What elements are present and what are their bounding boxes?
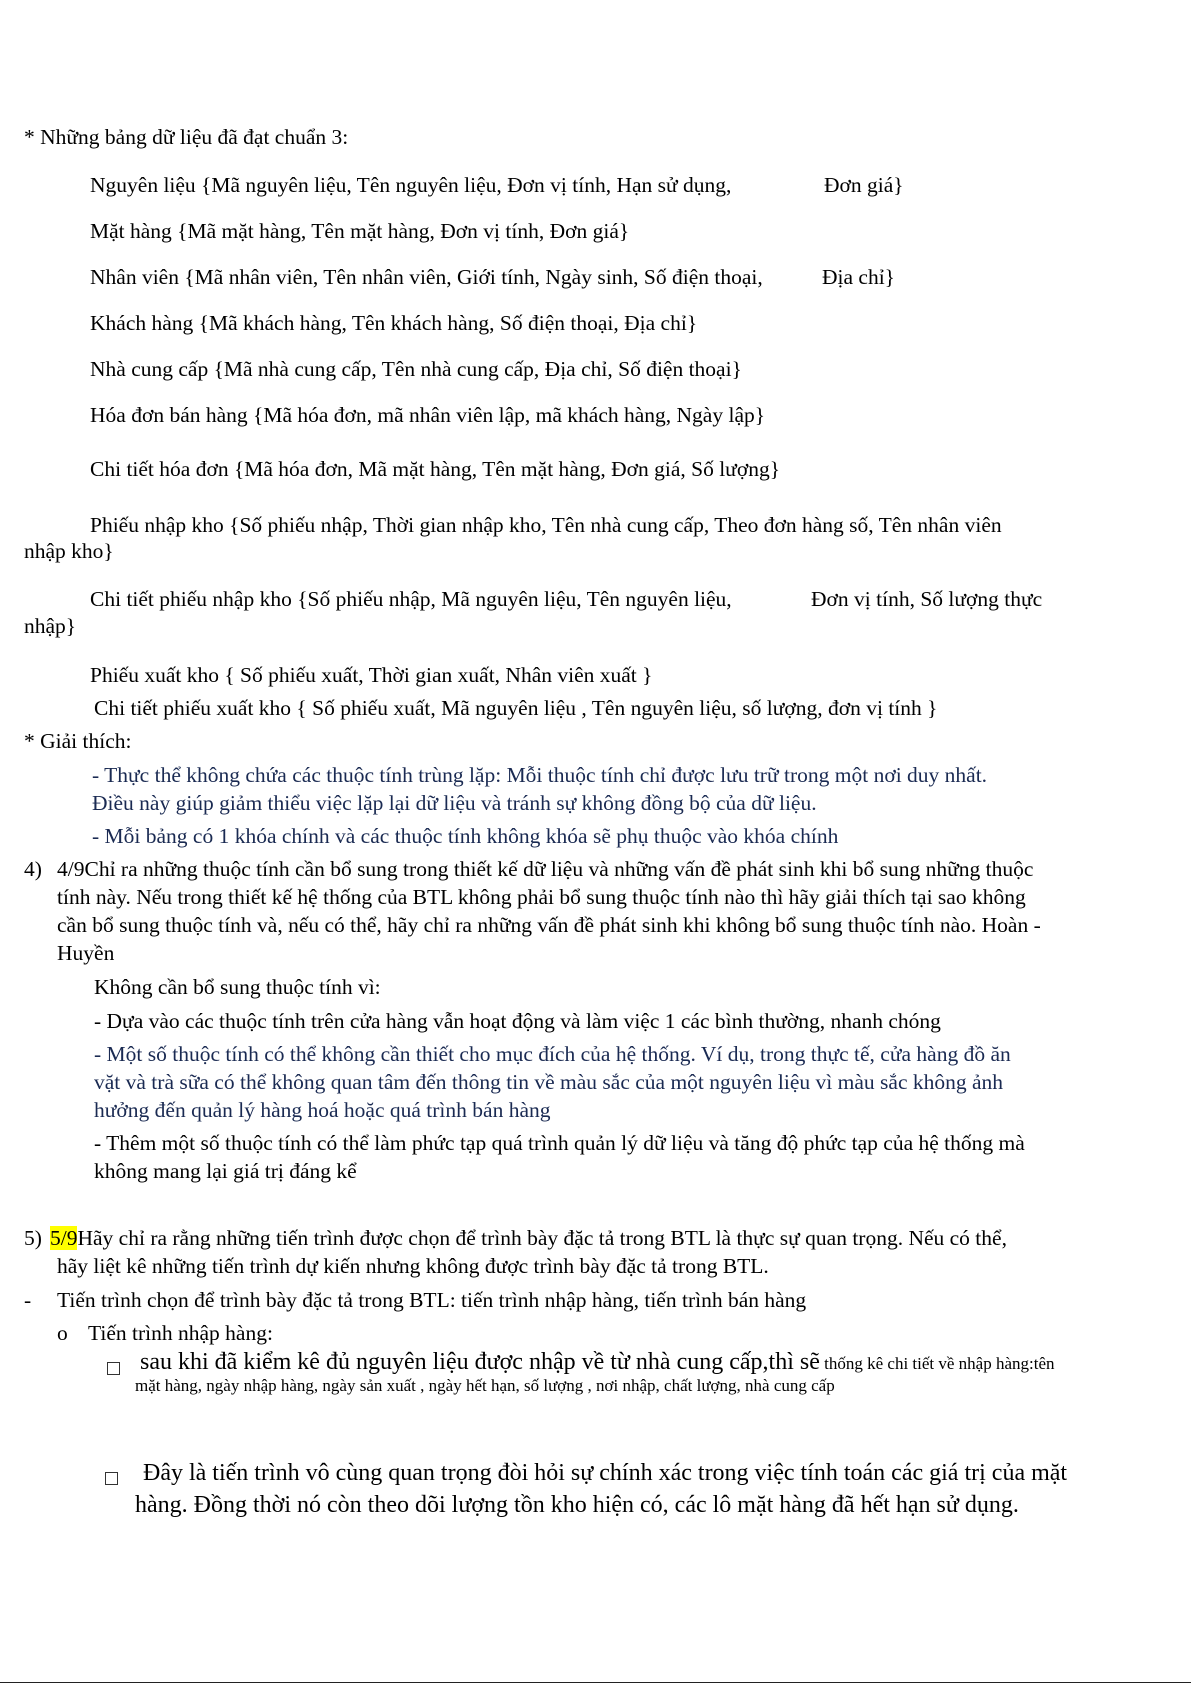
q5-question-line-1 <box>50 1228 1007 1250</box>
explain-title: * Giải thích: <box>24 729 132 753</box>
q4-answer-3-cont: không mang lại giá trị đáng kể <box>94 1159 357 1183</box>
table-nguyen-lieu-tail: Đơn giá} <box>824 173 904 197</box>
q4-answer-intro: Không cần bổ sung thuộc tính vì: <box>94 975 381 999</box>
q5-question-line-2: hãy liệt kê những tiến trình dự kiến nhưng không được trình bày đặc tả trong BTL. <box>57 1254 769 1278</box>
table-nhan-vien: Nhân viên {Mã nhân viên, Tên nhân viên, Giới tính, Ngày sinh, Số điện thoại, <box>90 265 763 289</box>
square-bullet-icon <box>105 1467 118 1489</box>
q5-circle-bullet: o <box>57 1321 68 1345</box>
q4-question-line-3: cần bổ sung thuộc tính và, nếu có thể, hãy chỉ ra những vấn đề phát sinh khi không bổ sung thuộc tính nào. Hoàn - <box>57 913 1041 937</box>
table-ct-phieu-nhap: Chi tiết phiếu nhập kho {Số phiếu nhập, Mã nguyên liệu, Tên nguyên liệu, <box>90 587 732 611</box>
table-nhan-vien-tail: Địa chỉ} <box>822 265 896 289</box>
q4-answer-3: - Thêm một số thuộc tính có thể làm phức tạp quá trình quản lý dữ liệu và tăng độ phức tạp của hệ thống mà <box>94 1131 1025 1155</box>
q5-bullet-2-cont: hàng. Đồng thời nó còn theo dõi lượng tồn kho hiện có, các lô mặt hàng đã hết hạn sử dụng. <box>135 1492 1019 1518</box>
q5-subsection-title: Tiến trình nhập hàng: <box>88 1321 273 1345</box>
table-chi-tiet-hoa-don: Chi tiết hóa đơn {Mã hóa đơn, Mã mặt hàng, Tên mặt hàng, Đơn giá, Số lượng} <box>90 457 781 481</box>
table-ct-phieu-nhap-tail: Đơn vị tính, Số lượng thực <box>811 587 1043 611</box>
q4-answer-2-cont-2: hưởng đến quản lý hàng hoá hoặc quá trình bán hàng <box>94 1098 551 1122</box>
q4-question-line-1: 4/9Chỉ ra những thuộc tính cần bổ sung trong thiết kế dữ liệu và những vấn đề phát sinh khi bổ sung những thuộc <box>57 857 1034 881</box>
q4-question-line-4: Huyền <box>57 941 115 965</box>
q5-question-text: Hãy chỉ ra rằng những tiến trình được chọn để trình bày đặc tả trong BTL là thực sự quan trọng. Nếu có thể, <box>77 1226 1007 1250</box>
q5-bullet-1-small: thống kê chi tiết về nhập hàng:tên <box>819 1354 1055 1373</box>
q5-chosen-processes: Tiến trình chọn để trình bày đặc tả trong BTL: tiến trình nhập hàng, tiến trình bán hàng <box>57 1288 807 1312</box>
table-nguyen-lieu: Nguyên liệu {Mã nguyên liệu, Tên nguyên liệu, Đơn vị tính, Hạn sử dụng, <box>90 173 732 197</box>
table-mat-hang: Mặt hàng {Mã mặt hàng, Tên mặt hàng, Đơn vị tính, Đơn giá} <box>90 219 630 243</box>
explain-point-1-cont: Điều này giúp giảm thiểu việc lặp lại dữ liệu và tránh sự không đồng bộ của dữ liệu. <box>92 791 817 815</box>
table-ct-phieu-xuat: Chi tiết phiếu xuất kho { Số phiếu xuất, Mã nguyên liệu , Tên nguyên liệu, số lượng, đơn vị tính } <box>94 696 938 720</box>
square-bullet-icon <box>107 1357 120 1379</box>
table-nha-cung-cap: Nhà cung cấp {Mã nhà cung cấp, Tên nhà cung cấp, Địa chỉ, Số điện thoại} <box>90 357 742 381</box>
explain-point-1: - Thực thể không chứa các thuộc tính trùng lặp: Mỗi thuộc tính chỉ được lưu trữ trong một nơi duy nhất. <box>92 763 988 787</box>
page-bottom-rule <box>0 1682 1191 1683</box>
q4-question-line-2: tính này. Nếu trong thiết kế hệ thống của BTL không phải bổ sung thuộc tính nào thì hãy giải thích tại sao không <box>57 885 1026 909</box>
q5-bullet-2: Đây là tiến trình vô cùng quan trọng đòi hỏi sự chính xác trong việc tính toán các giá trị của mặt <box>143 1460 1068 1486</box>
q5-bullet-1 <box>140 1350 1055 1374</box>
table-phieu-nhap-kho: Phiếu nhập kho {Số phiếu nhập, Thời gian nhập kho, Tên nhà cung cấp, Theo đơn hàng số, Tên nhân viên <box>90 513 1002 537</box>
q5-dash-bullet: - <box>24 1288 32 1312</box>
q5-highlight-tag: 5/9 <box>50 1226 78 1250</box>
table-ct-phieu-nhap-wrap: nhập} <box>24 614 77 638</box>
q4-answer-2-cont-1: vặt và trà sữa có thể không quan tâm đến thông tin về màu sắc của một nguyên liệu vì màu sắc không ảnh <box>94 1070 1004 1094</box>
q4-number: 4) <box>24 857 42 881</box>
q5-number: 5) <box>24 1226 42 1250</box>
q4-answer-2: - Một số thuộc tính có thể không cần thiết cho mục đích của hệ thống. Ví dụ, trong thực tế, cửa hàng đồ ăn <box>94 1042 1011 1066</box>
table-phieu-nhap-kho-wrap: nhập kho} <box>24 539 114 563</box>
table-khach-hang: Khách hàng {Mã khách hàng, Tên khách hàng, Số điện thoại, Địa chỉ} <box>90 311 698 335</box>
q4-answer-1: - Dựa vào các thuộc tính trên cửa hàng vẫn hoạt động và làm việc 1 các bình thường, nhanh chóng <box>94 1009 941 1033</box>
explain-point-2: - Mỗi bảng có 1 khóa chính và các thuộc tính không khóa sẽ phụ thuộc vào khóa chính <box>92 824 839 848</box>
table-phieu-xuat: Phiếu xuất kho { Số phiếu xuất, Thời gian xuất, Nhân viên xuất } <box>90 663 653 687</box>
table-hoa-don: Hóa đơn bán hàng {Mã hóa đơn, mã nhân viên lập, mã khách hàng, Ngày lập} <box>90 403 766 427</box>
q5-bullet-1-cont: mặt hàng, ngày nhập hàng, ngày sản xuất , ngày hết hạn, số lượng , nơi nhập, chất lượng, nhà cung cấp <box>135 1376 835 1395</box>
q5-bullet-1-big: sau khi đã kiểm kê đủ nguyên liệu được nhập về từ nhà cung cấp,thì sẽ <box>140 1349 820 1375</box>
section-title: * Những bảng dữ liệu đã đạt chuẩn 3: <box>24 125 349 149</box>
